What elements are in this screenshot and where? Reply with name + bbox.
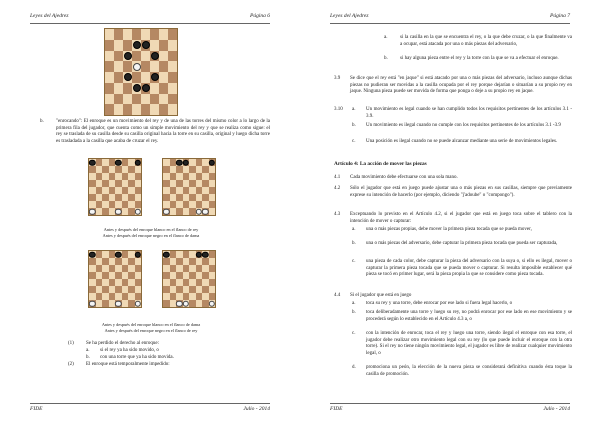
section-number: 3.10 bbox=[334, 107, 343, 112]
item-text: si hay alguna pieza entre el rey y la torre con la que se va a efectuar el enroque. bbox=[400, 56, 559, 61]
board-square bbox=[114, 94, 123, 105]
board-square bbox=[168, 104, 177, 115]
black-piece-icon bbox=[135, 251, 141, 257]
board-square bbox=[114, 72, 123, 83]
board-square bbox=[141, 104, 150, 115]
board-square bbox=[105, 83, 114, 94]
section-number: 3.9 bbox=[334, 76, 341, 81]
chess-diagram-knight bbox=[104, 28, 178, 116]
board-square bbox=[209, 173, 216, 180]
item-text: promociona un peón, la elección de la nueva pieza se considerará definitiva cuando ésta toque la casilla de promoción. bbox=[366, 365, 572, 377]
board-square bbox=[159, 83, 168, 94]
board-square bbox=[209, 300, 216, 307]
board-square bbox=[135, 272, 142, 279]
diagram-caption: Antes y después del enroque blanco en el flanco de dama bbox=[101, 322, 201, 327]
list-item: con una torre que ya ha sido movida. bbox=[100, 355, 174, 360]
board-square bbox=[135, 194, 142, 201]
board-square bbox=[132, 94, 141, 105]
white-piece-icon bbox=[176, 300, 182, 306]
list-item: Se ha perdido el derecho al enroque: bbox=[86, 341, 160, 346]
black-piece-icon bbox=[183, 159, 189, 165]
board-square bbox=[132, 51, 141, 62]
black-piece-icon bbox=[135, 159, 141, 165]
board-square bbox=[141, 61, 150, 72]
board-square bbox=[132, 83, 141, 94]
black-piece-icon bbox=[176, 159, 182, 165]
footer-date: Julio - 2014 bbox=[243, 406, 270, 412]
board-square bbox=[114, 51, 123, 62]
section-number: 4.4 bbox=[334, 293, 341, 298]
black-piece-icon bbox=[115, 251, 121, 257]
board-square bbox=[114, 40, 123, 51]
white-piece-icon bbox=[115, 208, 121, 214]
black-piece-icon bbox=[196, 251, 202, 257]
board-square bbox=[159, 51, 168, 62]
board-square bbox=[141, 51, 150, 62]
item-text: con la intención de enrocar, toca el rey y luego una torre, siendo ilegal el enroque con esa torre, el jugador debe realizar otro movimiento legal con su rey (lo que puede incluir el enroque con la otra torre). Si el rey no tiene ningún movimiento legal, el jugador es libre de realizar cualquier movimiento legal, o bbox=[366, 331, 572, 356]
section-number: 4.2 bbox=[334, 186, 341, 191]
board-square bbox=[150, 83, 159, 94]
board-square bbox=[105, 94, 114, 105]
board-square bbox=[168, 94, 177, 105]
item-label: a. bbox=[384, 35, 388, 40]
board-square bbox=[135, 279, 142, 286]
item-label: c. bbox=[352, 139, 356, 144]
black-piece-icon bbox=[89, 159, 95, 165]
white-piece-icon bbox=[196, 208, 202, 214]
board-square bbox=[132, 29, 141, 40]
board-square bbox=[141, 72, 150, 83]
right-page bbox=[300, 0, 600, 424]
item-text: una o más piezas del adversario, debe capturar la primera pieza tocada que pueda ser capturada, bbox=[366, 241, 558, 246]
board-square bbox=[159, 61, 168, 72]
board-square bbox=[114, 29, 123, 40]
board-square bbox=[209, 180, 216, 187]
board-square bbox=[123, 104, 132, 115]
page-footer bbox=[330, 403, 570, 414]
item-label: c. bbox=[352, 331, 356, 336]
black-piece-icon bbox=[133, 41, 141, 49]
board-square bbox=[141, 29, 150, 40]
board-square bbox=[105, 104, 114, 115]
board-square bbox=[123, 29, 132, 40]
item-text: Un movimiento es ilegal cuando no cumple con los requisitos pertinentes de los artículos 3.1 -3.9 bbox=[366, 123, 561, 128]
chess-diagram-white-kingside-before bbox=[88, 158, 142, 216]
board-square bbox=[135, 166, 142, 173]
black-piece-icon bbox=[163, 251, 169, 257]
board-square bbox=[105, 51, 114, 62]
board-square bbox=[159, 94, 168, 105]
black-piece-icon bbox=[142, 84, 150, 92]
board-square bbox=[209, 166, 216, 173]
board-square bbox=[168, 40, 177, 51]
board-square bbox=[168, 29, 177, 40]
section-text: Si el jugador que está en juego bbox=[350, 293, 412, 298]
item-label: b. bbox=[352, 241, 356, 246]
board-square bbox=[150, 94, 159, 105]
board-square bbox=[141, 94, 150, 105]
black-piece-icon bbox=[142, 41, 150, 49]
board-square bbox=[135, 293, 142, 300]
section-text: Se dice que el rey está "en jaque" si está atacado por una o más piezas del adversario, incluso aunque dichas piezas no pudieran ser movidas a la casilla ocupada por el rey porque dejarían o situarían a su propio rey en jaque. Ninguna pieza puede ser movida de forma que ponga o deje a su propio rey en jaque. bbox=[350, 76, 572, 94]
article-heading: Artículo 4: La acción de mover las piezas bbox=[334, 161, 427, 167]
item-label: a. bbox=[352, 301, 356, 306]
section-text: Exceptuando lo previsto en el Artículo 4.2, si el jugador que está en juego toca sobre el tablero con la intención de mover o capturar: bbox=[350, 212, 572, 224]
board-square bbox=[209, 208, 216, 215]
board-square bbox=[159, 104, 168, 115]
footer-date: Julio - 2014 bbox=[543, 406, 570, 412]
list-number: a. bbox=[86, 348, 90, 353]
board-square bbox=[105, 61, 114, 72]
header-title: Leyes del Ajedrez bbox=[330, 13, 369, 19]
black-piece-icon bbox=[133, 84, 141, 92]
board-square bbox=[168, 61, 177, 72]
section-number: 4.3 bbox=[334, 212, 341, 217]
header-title: Leyes del Ajedrez bbox=[30, 13, 69, 19]
section-text: Sólo el jugador que está en juego puede ajustar una o más piezas en sus casillas, siempre que previamente exprese su intención de hacerlo (por ejemplo, diciendo "j'adoube" o "compongo"). bbox=[350, 186, 572, 198]
list-item: El enroque está temporalmente impedido: bbox=[86, 362, 170, 367]
white-piece-icon bbox=[89, 300, 95, 306]
board-square bbox=[132, 61, 141, 72]
section-text: Cada movimiento debe efectuarse con una sola mano. bbox=[350, 175, 458, 180]
board-square bbox=[209, 201, 216, 208]
board-square bbox=[135, 258, 142, 265]
board-square bbox=[209, 279, 216, 286]
board-square bbox=[135, 180, 142, 187]
item-text: una o más piezas propias, debe mover la primera pieza tocada que se pueda mover, bbox=[366, 227, 532, 232]
chess-diagram-white-queenside-after bbox=[162, 250, 216, 308]
board-square bbox=[105, 40, 114, 51]
chess-diagram-white-queenside-before bbox=[88, 250, 142, 308]
board-square bbox=[209, 258, 216, 265]
board-square bbox=[123, 51, 132, 62]
board-square bbox=[150, 29, 159, 40]
board-square bbox=[209, 286, 216, 293]
board-square bbox=[105, 29, 114, 40]
item-label: b. bbox=[384, 56, 388, 61]
castling-paragraph: "enrocando": El enroque es un movimiento del rey y de una de las torres del mismo color a lo largo de la primera fila del jugador, que cuenta como un simple movimiento del rey y que se realiza como sigue: el rey se traslada de su casilla desde su casilla original hacia la torre en su casilla, original y luego dicha torre es trasladada a la casilla que acaba de cruzar el rey. bbox=[56, 119, 270, 144]
item-label: a. bbox=[352, 107, 356, 112]
board-square bbox=[168, 83, 177, 94]
board-square bbox=[209, 293, 216, 300]
item-label: a. bbox=[352, 227, 356, 232]
board-square bbox=[123, 61, 132, 72]
board-square bbox=[114, 83, 123, 94]
board-square bbox=[135, 173, 142, 180]
item-text: Una posición es ilegal cuando no se puede alcanzar mediante una serie de movimientos legales. bbox=[366, 139, 558, 144]
white-piece-icon bbox=[209, 300, 215, 306]
black-piece-icon bbox=[151, 73, 159, 81]
list-number: (1) bbox=[68, 341, 74, 346]
white-piece-icon bbox=[183, 300, 189, 306]
diagram-caption: Antes y después del enroque negro en el flanco de dama bbox=[102, 233, 200, 238]
board-square bbox=[168, 51, 177, 62]
board-square bbox=[209, 194, 216, 201]
item-text: toca su rey y una torre, debe enrocar por ese lado si fuera legal hacerlo, o bbox=[366, 301, 513, 306]
white-piece-icon bbox=[163, 208, 169, 214]
header-page-number: Página 6 bbox=[249, 13, 270, 19]
board-square bbox=[123, 94, 132, 105]
black-piece-icon bbox=[124, 52, 132, 60]
board-square bbox=[209, 265, 216, 272]
black-piece-icon bbox=[89, 251, 95, 257]
white-piece-icon bbox=[135, 208, 141, 214]
board-square bbox=[135, 208, 142, 215]
item-text: si la casilla en la que se encuentra el rey, o la que debe cruzar, o la que finalmente va a ocupar, está atacada por una o más piezas del adversario, bbox=[400, 35, 572, 47]
board-square bbox=[209, 187, 216, 194]
section-number: 4.1 bbox=[334, 175, 341, 180]
board-square bbox=[135, 251, 142, 258]
board-square bbox=[114, 61, 123, 72]
diagram-caption: Antes y después del enroque blanco en el flanco de rey bbox=[103, 227, 199, 232]
item-label: d. bbox=[352, 365, 356, 370]
board-square bbox=[135, 159, 142, 166]
chess-diagram-white-kingside-after bbox=[162, 158, 216, 216]
board-square bbox=[132, 40, 141, 51]
board-square bbox=[105, 72, 114, 83]
page-header bbox=[330, 13, 570, 24]
board-square bbox=[209, 159, 216, 166]
board-square bbox=[150, 72, 159, 83]
item-label: b. bbox=[40, 119, 44, 124]
board-square bbox=[150, 61, 159, 72]
board-square bbox=[159, 72, 168, 83]
board-square bbox=[132, 72, 141, 83]
white-piece-icon bbox=[115, 300, 121, 306]
footer-org: FIDE bbox=[330, 406, 343, 412]
diagram-caption: Antes y después del enroque negro en el flanco de rey bbox=[104, 328, 198, 333]
list-item: si el rey ya ha sido movido, o bbox=[100, 348, 159, 353]
board-square bbox=[135, 300, 142, 307]
black-piece-icon bbox=[202, 251, 208, 257]
board-square bbox=[159, 29, 168, 40]
board-square bbox=[123, 72, 132, 83]
item-label: b. bbox=[352, 123, 356, 128]
board-square bbox=[141, 83, 150, 94]
board-square bbox=[135, 201, 142, 208]
board-square bbox=[159, 40, 168, 51]
board-square bbox=[114, 104, 123, 115]
board-square bbox=[150, 40, 159, 51]
page-footer bbox=[30, 403, 270, 414]
item-text: toca deliberadamente una torre y luego su rey, no podrá enrocar por ese lado en ese movimiento y se procederá según lo establecido en el Artículo 4.3 a, o bbox=[366, 310, 572, 322]
black-piece-icon bbox=[151, 52, 159, 60]
list-number: (2) bbox=[68, 362, 74, 367]
board-square bbox=[168, 72, 177, 83]
header-page-number: Página 7 bbox=[549, 13, 570, 19]
item-text: una pieza de cada color, debe capturar la pieza del adversario con la suya o, si ello es ilegal, mover o capturar la primera pieza tocada que se pueda mover o capturar. Si resulta imposible establecer qué pieza se tocó en primer lugar, será la pieza propia la que se considere como pieza tocada. bbox=[366, 259, 572, 277]
board-square bbox=[123, 40, 132, 51]
board-square bbox=[135, 187, 142, 194]
black-piece-icon bbox=[124, 73, 132, 81]
board-square bbox=[209, 251, 216, 258]
white-piece-icon bbox=[133, 63, 141, 71]
board-square bbox=[209, 272, 216, 279]
board-square bbox=[123, 83, 132, 94]
footer-org: FIDE bbox=[30, 406, 43, 412]
board-square bbox=[150, 51, 159, 62]
page-header bbox=[30, 13, 270, 24]
item-label: c. bbox=[352, 259, 356, 264]
list-number: b. bbox=[86, 355, 90, 360]
board-square bbox=[135, 265, 142, 272]
board-square bbox=[132, 104, 141, 115]
black-piece-icon bbox=[115, 159, 121, 165]
white-piece-icon bbox=[89, 208, 95, 214]
board-square bbox=[150, 104, 159, 115]
white-piece-icon bbox=[202, 208, 208, 214]
item-label: b. bbox=[352, 310, 356, 315]
black-piece-icon bbox=[209, 159, 215, 165]
item-text: Un movimiento es legal cuando se han cumplido todos los requisitos pertinentes de los artículos 3.1 - 3.9. bbox=[366, 107, 572, 119]
board-square bbox=[141, 40, 150, 51]
white-piece-icon bbox=[135, 300, 141, 306]
board-square bbox=[135, 286, 142, 293]
